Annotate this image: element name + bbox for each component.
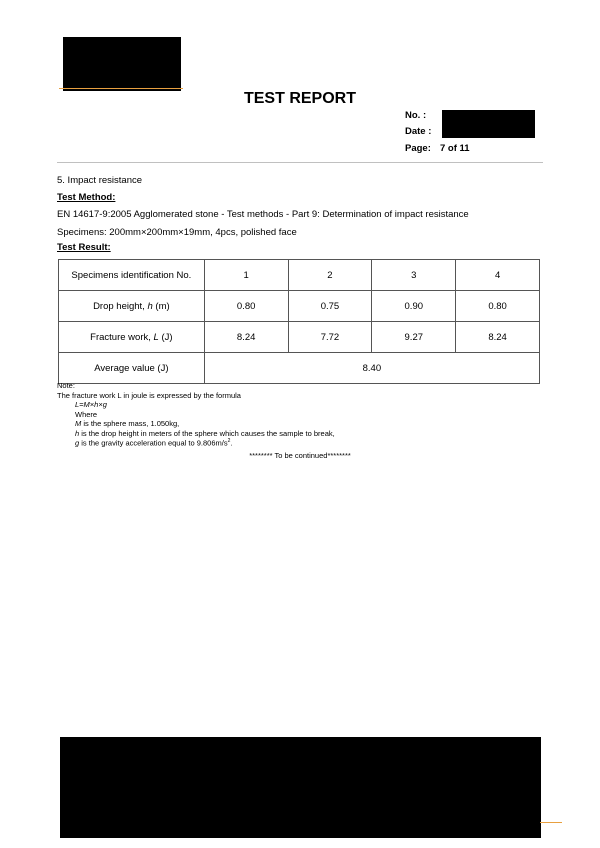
table-row bbox=[59, 353, 540, 384]
table-row bbox=[59, 291, 540, 322]
redacted-logo bbox=[63, 37, 181, 91]
gravity-variable: g bbox=[75, 438, 80, 448]
gravity-exponent: 2 bbox=[227, 438, 231, 444]
fracture-work-label-cell bbox=[59, 322, 205, 353]
drop-height-variable: h bbox=[147, 300, 153, 312]
column-header-cell: 3 bbox=[372, 260, 456, 291]
mass-text: is the sphere mass, 1.050kg, bbox=[81, 419, 180, 428]
height-variable: h bbox=[75, 428, 80, 438]
gravity-text: is the gravity acceleration equal to 9.806m/s bbox=[79, 438, 228, 448]
column-header-cell: 2 bbox=[288, 260, 372, 291]
fracture-work-cell: 7.72 bbox=[288, 322, 372, 353]
column-header-cell: 1 bbox=[204, 260, 288, 291]
test-result-heading: Test Result: bbox=[57, 242, 111, 253]
mass-variable: M bbox=[75, 419, 82, 428]
specimens-text: Specimens: 200mm×200mm×19mm, 4pcs, polished face bbox=[57, 227, 297, 238]
to-be-continued: ******** To be continued******** bbox=[249, 451, 351, 460]
fracture-work-label-prefix: Fracture work, bbox=[90, 331, 154, 343]
gravity-end: . bbox=[230, 438, 233, 448]
fracture-work-label-suffix: (J) bbox=[158, 331, 173, 343]
average-label-cell: Average value (J) bbox=[59, 353, 205, 384]
test-method-heading: Test Method: bbox=[57, 192, 116, 203]
impact-result-table bbox=[58, 259, 540, 384]
note-height-definition bbox=[75, 429, 335, 438]
page-title: TEST REPORT bbox=[243, 90, 356, 107]
drop-height-label-suffix: (m) bbox=[152, 300, 170, 312]
fracture-work-variable: L bbox=[153, 331, 159, 343]
height-text: is the drop height in meters of the sphere which causes the sample to break, bbox=[79, 428, 335, 438]
average-value-cell: 8.40 bbox=[204, 353, 539, 384]
redacted-report-date bbox=[442, 120, 535, 138]
note-where: Where bbox=[75, 409, 98, 419]
drop-height-label-prefix: Drop height, bbox=[93, 300, 148, 312]
drop-height-cell: 0.75 bbox=[288, 291, 372, 322]
redacted-footer bbox=[60, 737, 541, 838]
fracture-work-cell: 8.24 bbox=[456, 322, 540, 353]
header-label-cell: Specimens identification No. bbox=[59, 260, 205, 291]
report-date-label: Date : bbox=[405, 126, 432, 137]
report-number-label: No. : bbox=[405, 110, 427, 121]
page-number-label: Page: bbox=[405, 143, 431, 154]
drop-height-cell: 0.80 bbox=[204, 291, 288, 322]
note-gravity-definition bbox=[75, 438, 232, 448]
section-title: 5. Impact resistance bbox=[57, 175, 143, 186]
drop-height-cell: 0.90 bbox=[372, 291, 456, 322]
table-row bbox=[59, 260, 540, 291]
table-row bbox=[59, 322, 540, 353]
fracture-work-cell: 8.24 bbox=[204, 322, 288, 353]
note-mass-definition bbox=[75, 419, 179, 428]
test-method-text: EN 14617-9:2005 Agglomerated stone - Test methods - Part 9: Determination of impact resistance bbox=[57, 209, 469, 220]
note-formula: L=M×h×g bbox=[75, 400, 107, 409]
page-number-value: 7 of 11 bbox=[440, 143, 470, 154]
logo-underline bbox=[59, 88, 183, 89]
fracture-work-cell: 9.27 bbox=[372, 322, 456, 353]
note-label: Note: bbox=[57, 381, 75, 390]
footer-accent-line bbox=[540, 822, 562, 823]
note-formula-intro: The fracture work L in joule is expressed by the formula bbox=[57, 390, 241, 400]
header-divider bbox=[57, 162, 543, 163]
drop-height-cell: 0.80 bbox=[456, 291, 540, 322]
column-header-cell: 4 bbox=[456, 260, 540, 291]
drop-height-label-cell bbox=[59, 291, 205, 322]
